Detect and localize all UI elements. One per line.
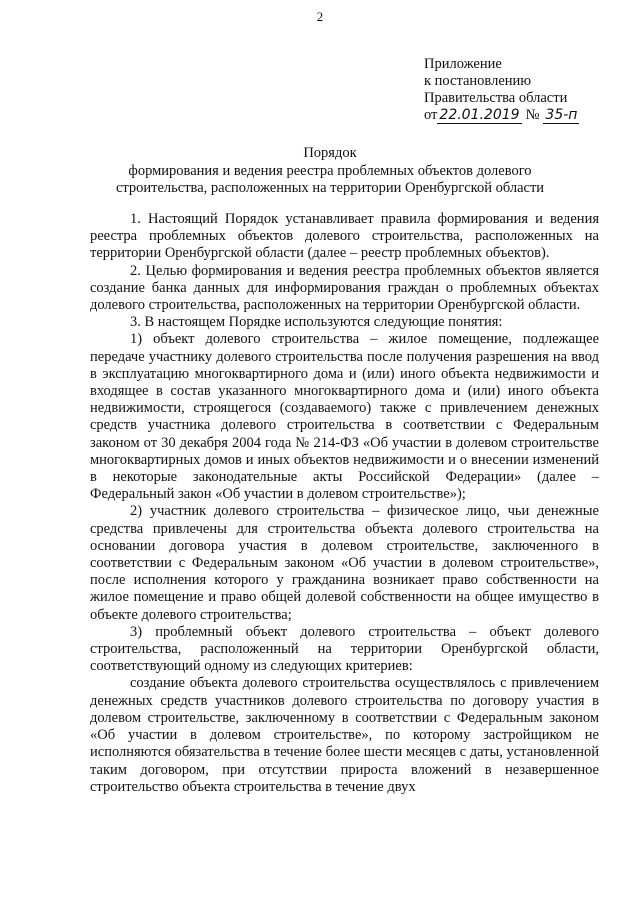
appendix-block bbox=[424, 56, 579, 124]
appendix-line-2: к постановлению bbox=[424, 73, 532, 89]
document-title bbox=[60, 145, 600, 198]
appendix-date-line bbox=[424, 107, 579, 124]
page-number: 2 bbox=[316, 9, 324, 24]
appendix-from-label: от bbox=[424, 107, 438, 123]
appendix-line-1: Приложение bbox=[424, 56, 502, 72]
handwritten-date: 22.01.2019 bbox=[439, 107, 520, 123]
number-sign: № bbox=[525, 107, 540, 123]
appendix-line-3: Правительства области bbox=[424, 90, 568, 106]
paragraph: 2. Целью формирования и ведения реестра проблемных объектов является создание банка данных для информирования граждан о проблемных объектах долевого строительства, расположенных на территории Оренбургской области. bbox=[90, 262, 599, 314]
paragraph: 2) участник долевого строительства – физическое лицо, чьи денежные средства привлечены для строительства объекта долевого строительства на основании договора участия в долевом строительстве, заключенного в соответствии с Федеральным законом «Об участии в долевом строительстве», после исполнения которого у гражданина возникает право собственности на жилое помещение и право общей долевой собственности на общее имущество в объекте долевого строительства; bbox=[90, 503, 599, 623]
paragraph: 1) объект долевого строительства – жилое помещение, подлежащее передаче участнику долевого строительства после получения разрешения на ввод в эксплуатацию многоквартирного дома и (или) иного объекта недвижимости и входящее в состав указанного многоквартирного дома и (или) иного объекта недвижимости, строящегося (создаваемого) также с привлечением денежных средств участника долевого строительства в соответствии с Федеральным законом от 30 декабря 2004 года № 214-ФЗ «Об участии в долевом строительстве многоквартирных домов и иных объектов недвижимости и о внесении изменений в некоторые законодательные акты Российской Федерации» (далее – Федеральный закон «Об участии в долевом строительстве»); bbox=[90, 331, 599, 503]
title-line-2: формирования и ведения реестра проблемных объектов долевого bbox=[128, 162, 532, 179]
document-body bbox=[90, 211, 599, 796]
paragraph: создание объекта долевого строительства осуществлялось с привлечением денежных средств участников долевого строительства по договору участия в долевом строительстве, заключенному в соответствии с Федеральным законом «Об участии в долевом строительстве», по которому застройщиком не исполняются обязательства в течение более шести месяцев с даты, установленной таким договором, при отсутствии прироста вложений в незавершенное строительство объекта строительства в течение двух bbox=[90, 675, 599, 795]
title-line-1: Порядок bbox=[303, 145, 357, 161]
paragraph: 3) проблемный объект долевого строительства – объект долевого строительства, расположенный на территории Оренбургской области, соответствующий одному из следующих критериев: bbox=[90, 623, 599, 675]
paragraph: 3. В настоящем Порядке используются следующие понятия: bbox=[130, 314, 503, 331]
handwritten-number: 35-п bbox=[545, 107, 578, 123]
title-line-3: строительства, расположенных на территории Оренбургской области bbox=[115, 180, 545, 196]
paragraph: 1. Настоящий Порядок устанавливает правила формирования и ведения реестра проблемных объектов долевого строительства, расположенных на территории Оренбургской области (далее – реестр проблемных объектов). bbox=[90, 211, 599, 262]
